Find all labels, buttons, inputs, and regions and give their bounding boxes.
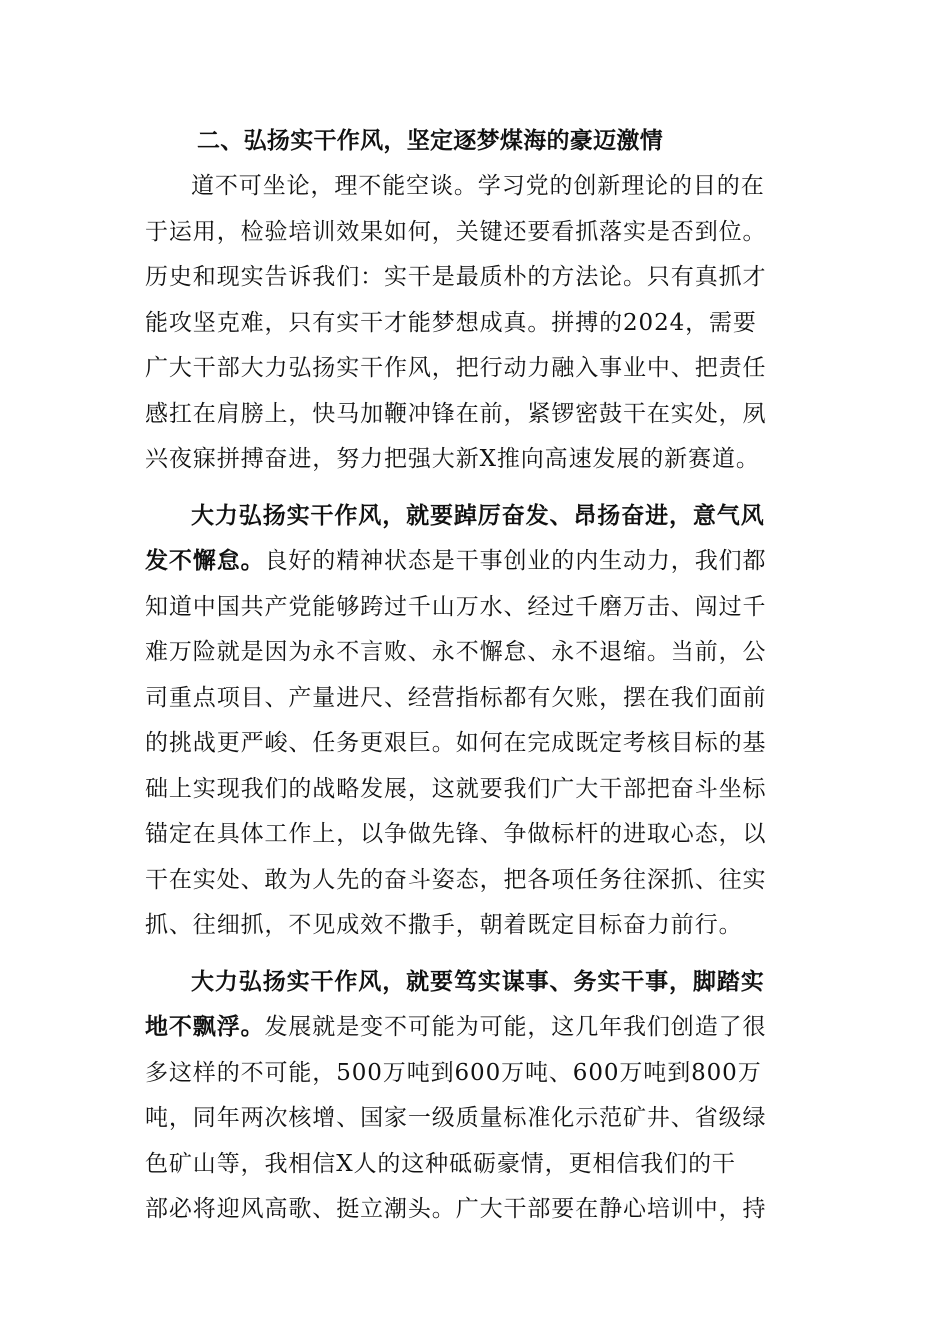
paragraph-line: 部必将迎风高歌、挺立潮头。广大干部要在静心培训中，持	[145, 1196, 767, 1222]
paragraph-line: 兴夜寐拼搏奋进，努力把强大新X推向高速发展的新赛道。	[145, 446, 760, 472]
paragraph-line-rest: 发展就是变不可能为可能，这几年我们创造了很	[264, 1014, 767, 1040]
paragraph-line: 锚定在具体工作上，以争做先锋、争做标杆的进取心态，以	[145, 821, 767, 847]
paragraph-1	[145, 164, 807, 483]
paragraph-line-rest: 良好的精神状态是干事创业的内生动力，我们都	[264, 548, 767, 574]
paragraph-line	[145, 1004, 807, 1051]
document-page	[145, 118, 807, 1233]
paragraph-line: 广大干部大力弘扬实干作风，把行动力融入事业中、把责任	[145, 355, 767, 381]
paragraph-line: 能攻坚克难，只有实干才能梦想成真。拼搏的2024，需要	[145, 309, 757, 336]
paragraph-line: 于运用，检验培训效果如何，关键还要看抓落实是否到位。	[145, 218, 767, 245]
paragraph-line: 色矿山等，我相信X人的这种砥砺豪情，更相信我们的干	[145, 1150, 736, 1177]
paragraph-line: 知道中国共产党能够跨过千山万水、经过千磨万击、闯过千	[145, 593, 767, 620]
paragraph-2	[145, 493, 807, 949]
paragraph-line: 多这样的不可能，500万吨到600万吨、600万吨到800万	[145, 1059, 762, 1086]
paragraph-lead-line: 大力弘扬实干作风，就要笃实谋事、务实干事，脚踏实	[191, 967, 765, 995]
paragraph-lead-end: 发不懈怠。	[145, 547, 265, 574]
paragraph-lead-line: 大力弘扬实干作风，就要踔厉奋发、昂扬奋进，意气风	[191, 501, 765, 529]
paragraph-line: 感扛在肩膀上，快马加鞭冲锋在前，紧锣密鼓干在实处，夙	[145, 400, 767, 427]
paragraph-3	[145, 959, 807, 1233]
paragraph-line: 道不可坐论，理不能空谈。学习党的创新理论的目的在	[191, 173, 765, 199]
paragraph-line: 的挑战更严峻、任务更艰巨。如何在完成既定考核目标的基	[145, 730, 767, 756]
paragraph-line	[145, 538, 807, 585]
paragraph-line: 抓、往细抓，不见成效不撒手，朝着既定目标奋力前行。	[145, 912, 743, 938]
paragraph-line: 吨，同年两次核增、国家一级质量标准化示范矿井、省级绿	[145, 1105, 767, 1131]
paragraph-line: 历史和现实告诉我们：实干是最质朴的方法论。只有真抓才	[145, 264, 767, 290]
paragraph-lead-end: 地不飘浮。	[145, 1013, 265, 1040]
paragraph-line: 础上实现我们的战略发展，这就要我们广大干部把奋斗坐标	[145, 775, 767, 802]
paragraph-line: 干在实处、敢为人先的奋斗姿态，把各项任务往深抓、往实	[145, 866, 767, 893]
section-heading: 二、弘扬实干作风，坚定逐梦煤海的豪迈激情	[197, 128, 663, 154]
paragraph-line: 司重点项目、产量进尺、经营指标都有欠账，摆在我们面前	[145, 684, 767, 711]
paragraph-line: 难万险就是因为永不言败、永不懈怠、永不退缩。当前，公	[145, 639, 767, 665]
